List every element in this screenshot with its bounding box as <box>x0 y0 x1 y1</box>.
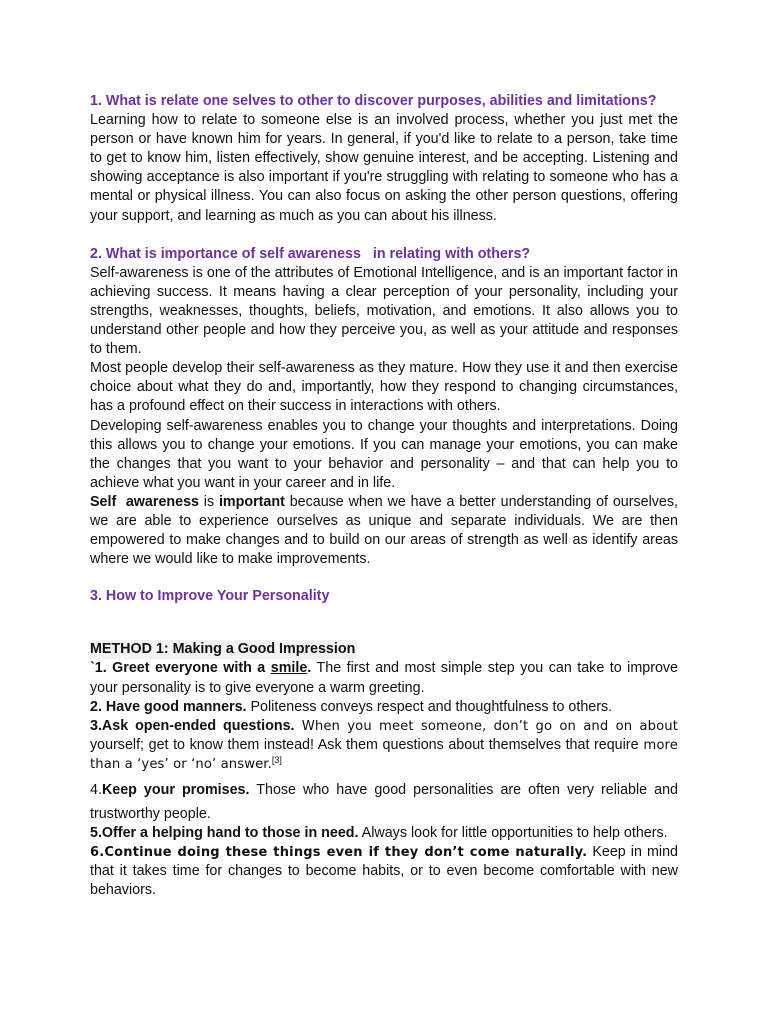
paragraph-q2-4 <box>90 493 678 569</box>
item-number: 4. <box>90 782 102 798</box>
item-lead: 5.Offer a helping hand to those in need. <box>90 825 359 841</box>
document-content <box>90 92 678 900</box>
paragraph-q2-3: Developing self-awareness enables you to change your thoughts and interpretations. Doing this allows you to change your emotions. If you can manage your emotions, you can make the changes that you want to your behavior and personality – and that can help you to achieve what you want in your career and in life. <box>90 417 678 491</box>
list-item-4 <box>90 778 678 826</box>
spacer <box>90 226 678 245</box>
item-text: Those who have good personalities are often very reliable and trustworthy people. <box>90 782 678 822</box>
item-text: Always look for little opportunities to help others. <box>358 825 668 841</box>
item-lead: Keep your promises. <box>101 782 250 798</box>
paragraph-q2-2: Most people develop their self-awareness as they mature. How they use it and then exercise choice about what they do and, importantly, how they respond to changing circumstances, has a profound effect on their success in interactions with others. <box>90 360 678 415</box>
item-text: Politeness conveys respect and thoughtfulness to others. <box>246 698 613 715</box>
heading-q3: 3. How to Improve Your Personality <box>90 588 330 605</box>
method-title: METHOD 1: Making a Good Impression <box>90 640 357 659</box>
text-run: is <box>198 493 219 510</box>
footnote-ref[interactable]: [3] <box>271 754 282 765</box>
spacer <box>90 569 678 587</box>
underlined-word: smile <box>270 660 308 677</box>
method-title-line <box>90 640 678 659</box>
list-item-2 <box>90 698 678 717</box>
paragraph-q2-1: Self-awareness is one of the attributes of Emotional Intelligence, and is an important factor in achieving success. It means having a clear perception of your personality, including your strengths, weaknesses, thoughts, beliefs, motivation, and emotions. It also allows you to understand other people and how they perceive you, as well as your attitude and responses to them. <box>90 264 678 358</box>
item-text: The first and most simple step you can take to improve your personality is to give everyone a warm greeting. <box>90 660 679 696</box>
text-run: because when we have a better understanding of ourselves, we are able to experience ourselves as unique and separate individuals. We are then empowered to make changes and to build on our areas of strength as well as identify areas where we would like to make improvements. <box>90 493 678 568</box>
item-lead: 6.Continue doing these things even if they don’t come naturally. <box>90 845 588 861</box>
item-text: Keep in mind that it takes time for changes to become habits, or to even become comfortable with new behaviors. <box>90 844 679 899</box>
list-item-5 <box>90 824 678 843</box>
item-lead: . <box>307 660 312 677</box>
list-item-6 <box>90 843 678 900</box>
item-text: more than a ‘yes’ or ‘no’ answer. <box>90 737 678 772</box>
paragraph-q1: Learning how to relate to someone else is an involved process, whether you just met the person or have known him for years. In general, if you'd like to relate to a person, take time to get to know him, listen effectively, show genuine interest, and be accepting. Listening and showing acceptance is also important if you're struggling with relating to someone who has a mental or physical illness. You can also focus on asking the other person questions, offering your support, and learning as much as you can about his illness. <box>90 112 678 224</box>
heading-q1: 1. What is relate one selves to other to discover purposes, abilities and limitations? <box>90 93 657 109</box>
item-lead: `1. Greet everyone with a <box>90 660 271 677</box>
spacer <box>90 606 678 640</box>
item-lead: 3.Ask open-ended questions. <box>90 717 295 734</box>
item-text: When you meet someone, don’t go on and on about <box>294 718 678 734</box>
heading-q2: 2. What is importance of self awareness in relating with others? <box>90 245 531 262</box>
list-item-3 <box>90 717 678 774</box>
bold-term: Self awareness <box>90 493 199 510</box>
item-text: yourself; get to know them instead! Ask them questions about themselves that require <box>90 736 639 753</box>
item-lead: 2. Have good manners. <box>90 698 247 715</box>
list-item-1 <box>90 659 678 697</box>
bold-term: important <box>218 493 285 510</box>
